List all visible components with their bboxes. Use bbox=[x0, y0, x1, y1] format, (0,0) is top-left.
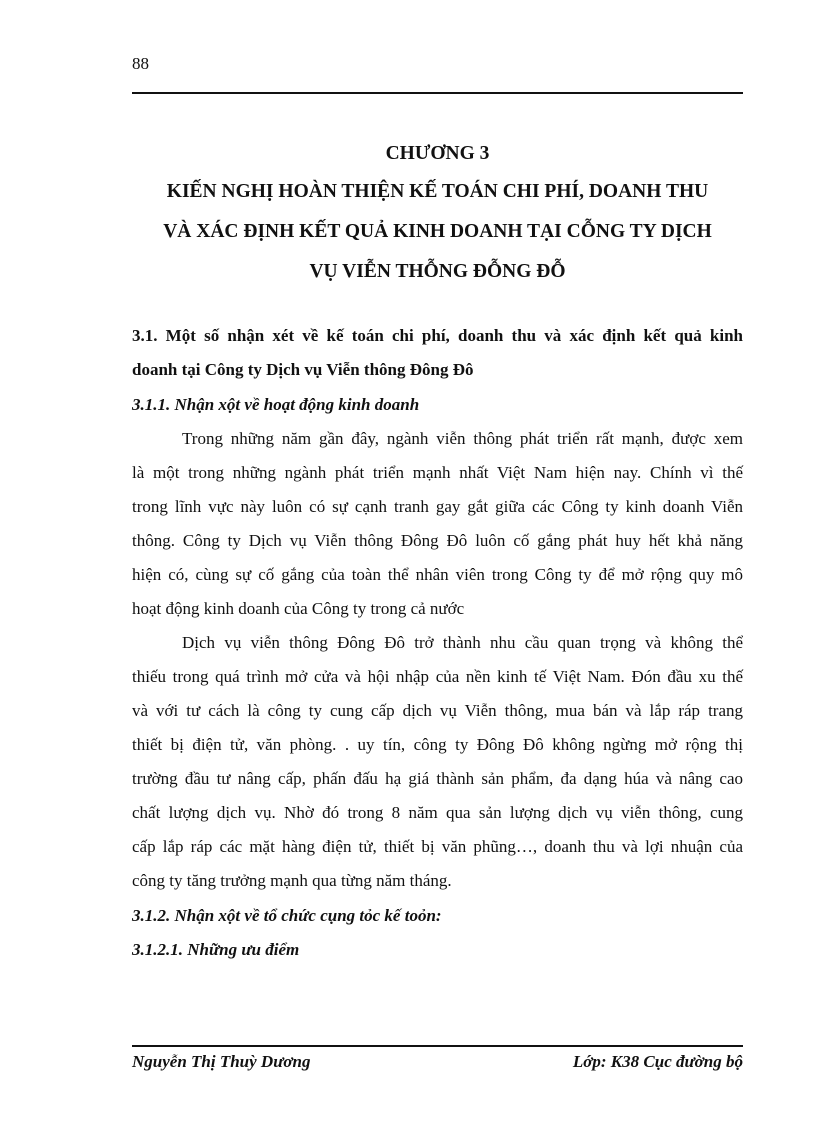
paragraph-line: hoạt động kinh doanh của Công ty trong cả nước bbox=[132, 599, 465, 618]
paragraph-line: cấp lắp ráp các mặt hàng điện tử, thiết bị văn phũng…, doanh thu và lợi nhuận của bbox=[132, 837, 743, 856]
paragraph-line: chất lượng dịch vụ. Nhờ đó trong 8 năm qua sản lượng dịch vụ viễn thông, cung bbox=[132, 803, 743, 822]
chapter-title-line: VÀ XÁC ĐỊNH KẾT QUẢ KINH DOANH TẠI CỖNG TY DỊCH bbox=[163, 221, 712, 242]
paragraph-line: công ty tăng trưởng mạnh qua từng năm tháng. bbox=[132, 871, 452, 890]
footer-author: Nguyễn Thị Thuỳ Dương bbox=[132, 1052, 311, 1071]
subsection-heading: 3.1.2. Nhận xột về tổ chức cụng tỏc kế toỏn: bbox=[132, 906, 442, 925]
footer-class: Lớp: K38 Cục đường bộ bbox=[572, 1052, 743, 1071]
paragraph-line: Dịch vụ viễn thông Đông Đô trở thành nhu cầu quan trọng và không thể bbox=[182, 633, 743, 652]
paragraph-line: thiết bị điện tử, văn phòng. . uy tín, công ty Đông Đô không ngừng mở rộng thị bbox=[132, 735, 743, 754]
footer-divider bbox=[132, 1045, 743, 1047]
paragraph-line: trong lĩnh vực này luôn có sự cạnh tranh gay gắt giữa các Công ty kinh doanh Viễn bbox=[132, 497, 743, 516]
paragraph-line: Trong những năm gần đây, ngành viễn thông phát triển rất mạnh, được xem bbox=[182, 429, 743, 448]
paragraph-line: thông. Công ty Dịch vụ Viễn thông Đông Đô luôn cố gắng phát huy hết khả năng bbox=[132, 531, 743, 550]
chapter-title-line: KIẾN NGHỊ HOÀN THIỆN KẾ TOÁN CHI PHÍ, DOANH THU bbox=[166, 181, 709, 202]
paragraph-line: là một trong những ngành phát triển mạnh nhất Việt Nam hiện nay. Chính vì thế bbox=[132, 463, 743, 482]
subsection-heading: 3.1.2.1. Những ưu điểm bbox=[132, 940, 300, 959]
header-divider bbox=[132, 92, 743, 94]
paragraph-line: thiếu trong quá trình mở cửa và hội nhập của nền kinh tế Việt Nam. Đón đầu xu thế bbox=[132, 667, 743, 686]
chapter-label: CHƯƠNG 3 bbox=[385, 143, 490, 164]
section-heading-line: doanh tại Công ty Dịch vụ Viễn thông Đông Đô bbox=[132, 360, 474, 379]
paragraph-line: trường đầu tư nâng cấp, phấn đấu hạ giá thành sản phẩm, đa dạng húa và nâng cao bbox=[132, 769, 743, 788]
paragraph-line: và với tư cách là công ty cung cấp dịch vụ Viễn thông, mua bán và lắp ráp trang bbox=[132, 701, 743, 720]
subsection-heading: 3.1.1. Nhận xột về hoạt động kinh doanh bbox=[132, 395, 420, 414]
paragraph-line: hiện có, cùng sự cố gắng của toàn thể nhân viên trong Công ty để mở rộng quy mô bbox=[132, 565, 743, 584]
chapter-title-line: VỤ VIỄN THỖNG ĐỖNG ĐỖ bbox=[309, 261, 566, 282]
page-number: 88 bbox=[132, 54, 149, 73]
section-heading-line: 3.1. Một số nhận xét về kế toán chi phí, doanh thu và xác định kết quả kinh bbox=[132, 326, 743, 345]
